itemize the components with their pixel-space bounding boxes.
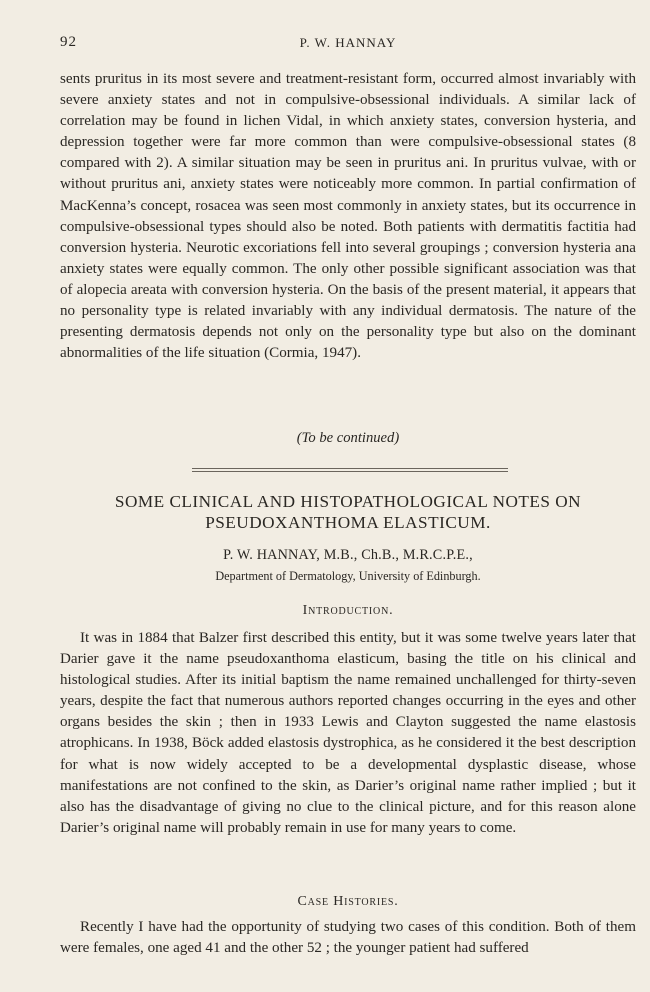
case-histories-heading: Case Histories. xyxy=(297,894,399,909)
page-number: 92 xyxy=(60,34,77,50)
introduction-paragraph: It was in 1884 that Balzer first described this entity, but it was some twelve years later that Darier gave it the name pseudoxanthoma elasticum, basing the title on his clinical and histological studies. After its initial baptism the name remained unchallenged for thirty-seven years, despite the fact that numerous authors reported changes occurring in the eyes and other organs besides the skin ; then in 1933 Lewis and Clayton suggested the name elastosis atrophicans. In 1938, Böck added elastosis dystrophica, as he considered it the best description for what is now widely accepted to be a developmental dysplastic disease, whose manifestations are not confined to the skin, as Darier’s original name rather implied ; but it also has the disadvantage of giving no clue to the clinical picture, and for this reason alone Darier’s original name will probably remain in use for many years to come. xyxy=(60,630,636,836)
author-department: Department of Dermatology, University of Edinburgh. xyxy=(215,569,481,583)
article-title-line-1: SOME CLINICAL AND HISTOPATHOLOGICAL NOTES ON xyxy=(114,492,582,511)
author-byline: P. W. HANNAY, M.B., Ch.B., M.R.C.P.E., xyxy=(223,547,473,563)
article-title-line-2: PSEUDOXANTHOMA ELASTICUM. xyxy=(205,513,491,532)
running-head xyxy=(60,34,636,54)
introduction-heading: Introduction. xyxy=(302,603,394,618)
to-be-continued-note: (To be continued) xyxy=(296,430,400,446)
section-divider-bottom xyxy=(192,471,508,472)
case-histories-paragraph: Recently I have had the opportunity of studying two cases of this condition. Both of them were females, one aged 41 and the other 52 ; the younger patient had suffered xyxy=(60,919,636,957)
running-title: P. W. HANNAY xyxy=(299,35,397,50)
previous-article-paragraph: sents pruritus in its most severe and treatment-resistant form, occurred almost invariably with severe anxiety states and not in compulsive-obsessional individuals. A similar lack of correlation may be found in lichen Vidal, in which anxiety states, conversion hysteria, and depression together were far more common than were compulsive-obsessional states (8 compared with 2). A similar situation may be seen in pruritus ani. In pruritus vulvae, with or without pruritus ani, anxiety states were noticeably more common. In partial confirmation of MacKenna’s concept, rosacea was seen most commonly in anxiety states, but its occurrence in compulsive-obsessional types should also be noted. Both patients with dermatitis factitia had conversion hysteria. Neurotic excoriations fell into several groupings ; conversion hysteria ana anxiety states were equally common. The only other possible significant association was that of alopecia areata with conversion hysteria. On the basis of the present material, it appears that no personality type is related invariably with any individual dermatosis. The nature of the presenting dermatosis depends not only on the personality type but also on the dominant abnormalities of the life situation (Cormia, 1947). xyxy=(60,71,636,362)
section-divider-top xyxy=(192,468,508,469)
article-title xyxy=(60,491,636,533)
